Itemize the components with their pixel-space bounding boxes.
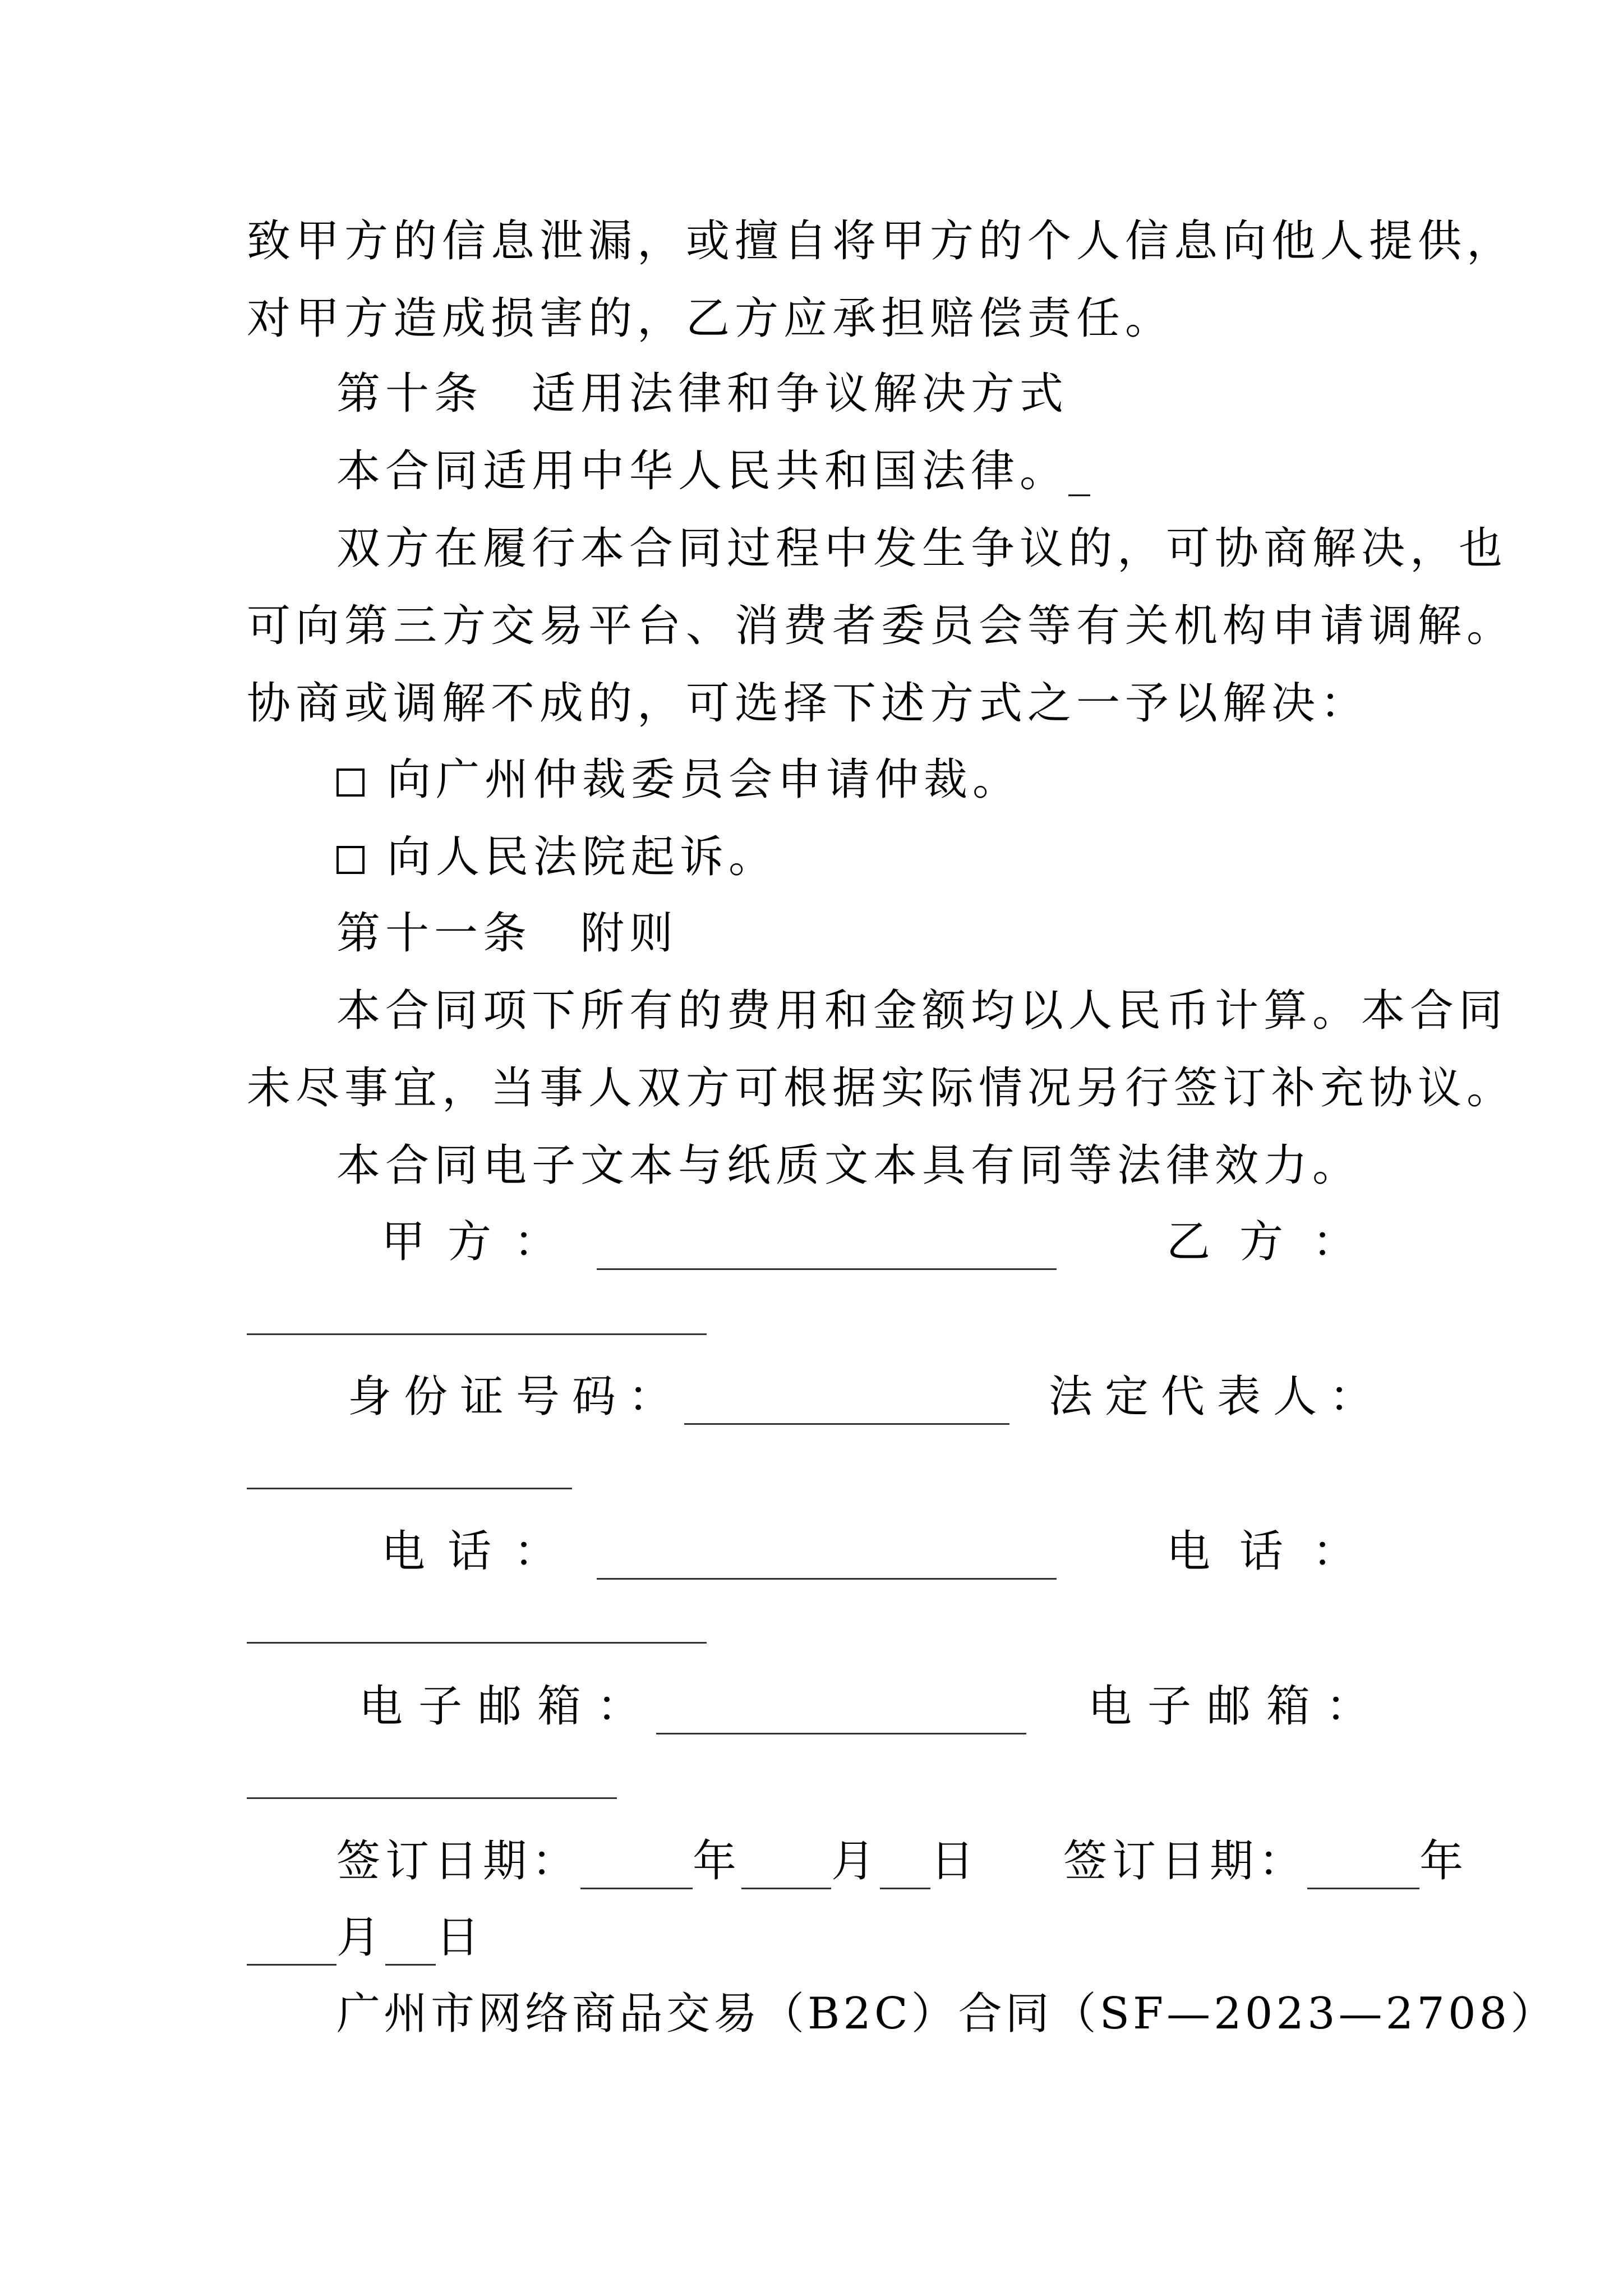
- body-line: 本合同电子文本与纸质文本具有同等法律效力。: [336, 1140, 1362, 1191]
- option-arbitration-label: 向广州仲裁委员会申请仲裁。: [387, 754, 1022, 805]
- option-court[interactable]: [336, 829, 777, 885]
- year-a-label: 年: [693, 1836, 742, 1887]
- option-court-label: 向人民法院起诉。: [387, 832, 778, 882]
- phone-a-label: 电话：: [381, 1526, 580, 1577]
- month-a-label: 月: [831, 1836, 880, 1887]
- phone-row: [247, 1524, 1385, 1580]
- option-arbitration[interactable]: [336, 752, 1021, 808]
- email-a-label: 电子邮箱：: [359, 1681, 657, 1732]
- article-11-title: 第十一条 附则: [336, 908, 679, 959]
- phone-a-blank[interactable]: [597, 1539, 1057, 1580]
- year-a-blank[interactable]: [580, 1848, 693, 1889]
- id-number-label: 身份证号码：: [348, 1372, 685, 1422]
- day-a-label: 日: [930, 1836, 980, 1887]
- body-line: 本合同项下所有的费用和金额均以人民币计算。本合同: [336, 986, 1508, 1036]
- sign-date-b-label: 签订日期：: [1063, 1836, 1308, 1887]
- body-line: 致甲方的信息泄漏，或擅自将甲方的个人信息向他人提供，: [247, 216, 1516, 266]
- body-line: 可向第三方交易平台、消费者委员会等有关机构申请调解。: [247, 601, 1516, 651]
- legal-rep-blank[interactable]: [247, 1487, 572, 1489]
- month-b-blank[interactable]: [247, 1925, 336, 1966]
- month-b-label: 月: [336, 1912, 386, 1963]
- body-line: 未尽事宜，当事人双方可根据实际情况另行签订补充协议。: [247, 1063, 1516, 1114]
- party-row: [247, 1214, 1385, 1270]
- email-row: [247, 1678, 1385, 1734]
- body-line: 双方在履行本合同过程中发生争议的，可协商解决，也: [336, 523, 1508, 574]
- body-line: 本合同适用中华人民共和国法律。_: [336, 446, 1096, 496]
- sign-date-b-continued: [247, 1910, 485, 1966]
- checkbox-arbitration[interactable]: [336, 769, 365, 797]
- checkbox-court[interactable]: [336, 846, 365, 874]
- id-number-blank[interactable]: [684, 1384, 1009, 1425]
- sign-date-row: [336, 1833, 1468, 1889]
- year-b-label: 年: [1419, 1836, 1469, 1887]
- day-b-blank[interactable]: [385, 1925, 436, 1966]
- email-b-blank[interactable]: [247, 1796, 617, 1799]
- month-a-blank[interactable]: [741, 1848, 831, 1889]
- day-a-blank[interactable]: [880, 1848, 930, 1889]
- phone-b-blank[interactable]: [247, 1641, 707, 1644]
- day-b-label: 日: [436, 1912, 485, 1963]
- legal-rep-label: 法定代表人：: [1048, 1372, 1385, 1422]
- phone-b-label: 电话：: [1166, 1526, 1385, 1577]
- email-a-blank[interactable]: [656, 1694, 1026, 1734]
- party-b-blank[interactable]: [247, 1332, 707, 1335]
- party-a-blank[interactable]: [597, 1229, 1057, 1270]
- article-10-title: 第十条 适用法律和争议解决方式: [336, 369, 1069, 419]
- party-b-label: 乙方：: [1166, 1217, 1385, 1267]
- sign-date-a-label: 签订日期：: [336, 1836, 581, 1887]
- contract-footer: 广州市网络商品交易（B2C）合同（SF—2023—2708）: [336, 1989, 1558, 2039]
- year-b-blank[interactable]: [1307, 1848, 1419, 1889]
- party-a-label: 甲方：: [381, 1217, 580, 1267]
- email-b-label: 电子邮箱：: [1087, 1681, 1385, 1732]
- id-row: [247, 1369, 1385, 1425]
- body-line: 协商或调解不成的，可选择下述方式之一予以解决：: [247, 678, 1370, 729]
- body-line: 对甲方造成损害的，乙方应承担赔偿责任。: [247, 293, 1174, 344]
